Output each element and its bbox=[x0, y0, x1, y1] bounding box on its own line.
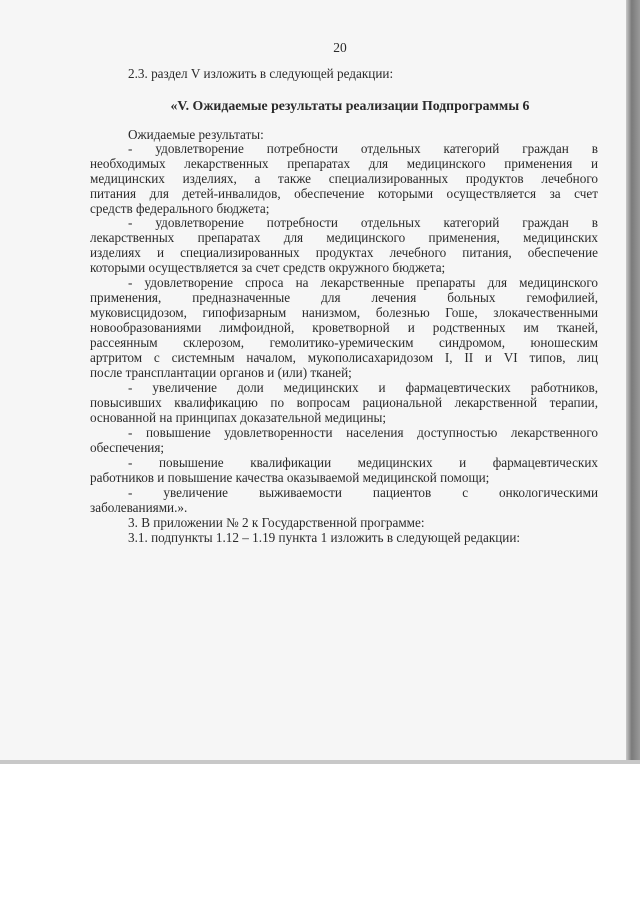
section-heading: «V. Ожидаемые результаты реализации Подпрограммы 6 bbox=[170, 98, 530, 113]
intro-line: 2.3. раздел V изложить в следующей редакции: bbox=[128, 66, 394, 81]
text-line: изделиях и специализированных продуктах лечебного питания, обеспечение bbox=[90, 245, 598, 260]
text-line: средств федерального бюджета; bbox=[90, 201, 270, 216]
text-line: повысивших квалификацию по вопросам рациональной лекарственной терапии, bbox=[90, 395, 598, 410]
text-line: артритом с системным началом, мукополисахаридозом I, II и VI типов, лиц bbox=[90, 350, 598, 365]
text-line: - увеличение выживаемости пациентов с онкологическими bbox=[128, 485, 598, 500]
text-line: - повышение квалификации медицинских и фармацевтических bbox=[128, 455, 598, 470]
text-line: обеспечения; bbox=[90, 440, 165, 455]
text-line: - удовлетворение спроса на лекарственные препараты для медицинского bbox=[128, 275, 598, 290]
lead-line: Ожидаемые результаты: bbox=[128, 127, 264, 142]
text-line: применения, предназначенные для лечения больных гемофилией, bbox=[90, 290, 598, 305]
text-line: муковисцидозом, гипофизарным нанизмом, болезнью Гоше, злокачественными bbox=[90, 305, 598, 320]
text-line: после трансплантации органов и (или) тканей; bbox=[90, 365, 352, 380]
text-line: 3. В приложении № 2 к Государственной программе: bbox=[128, 515, 425, 530]
text-line: - удовлетворение потребности отдельных категорий граждан в bbox=[128, 141, 598, 156]
text-line: рассеянным склерозом, гемолитико-уремическим синдромом, юношеским bbox=[90, 335, 598, 350]
text-line: заболеваниями.». bbox=[90, 500, 188, 515]
text-line: основанной на принципах доказательной медицины; bbox=[90, 410, 387, 425]
scan-edge-shadow bbox=[626, 0, 640, 763]
text-line: лекарственных препаратах для медицинского применения, медицинских bbox=[90, 230, 598, 245]
page-number: 20 bbox=[333, 40, 347, 55]
text-line: новообразованиями лимфоидной, кроветворной и родственных им тканей, bbox=[90, 320, 598, 335]
text-line: работников и повышение качества оказываемой медицинской помощи; bbox=[90, 470, 490, 485]
text-line: - повышение удовлетворенности населения доступностью лекарственного bbox=[128, 425, 598, 440]
text-line: медицинских изделиях, а также специализированных продуктов лечебного bbox=[90, 171, 598, 186]
text-line: - увеличение доли медицинских и фармацевтических работников, bbox=[128, 380, 598, 395]
text-line: питания для детей-инвалидов, обеспечение которыми осуществляется за счет bbox=[90, 186, 598, 201]
scan-bottom-edge bbox=[0, 760, 640, 764]
text-line: 3.1. подпункты 1.12 – 1.19 пункта 1 изложить в следующей редакции: bbox=[128, 530, 521, 545]
text-line: которыми осуществляется за счет средств окружного бюджета; bbox=[90, 260, 446, 275]
text-line: - удовлетворение потребности отдельных категорий граждан в bbox=[128, 215, 598, 230]
text-line: необходимых лекарственных препаратах для медицинского применения и bbox=[90, 156, 598, 171]
